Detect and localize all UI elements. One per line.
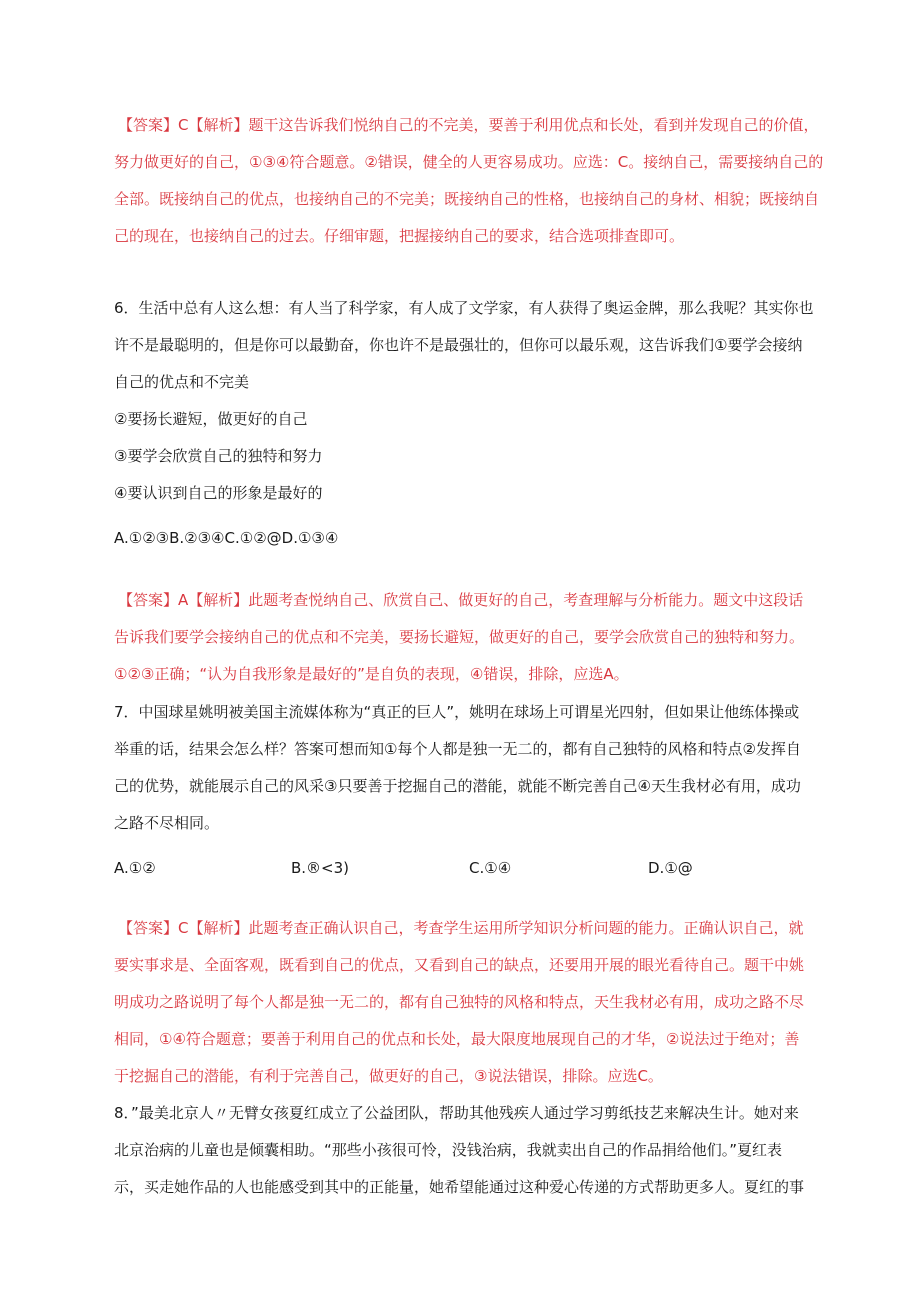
question-6-line: 自己的优点和不完美: [114, 373, 250, 391]
answer-5-line: 努力做更好的自己，①③④符合题意。②错误，健全的人更容易成功。应选：C。接纳自己，需要接纳自己的: [114, 153, 824, 171]
question-8-line: 示，买走她作品的人也能感受到其中的正能量，她希望能通过这种爱心传递的方式帮助更多人。夏红的事: [114, 1178, 805, 1196]
question-6-line: 许不是最聪明的，但是你可以最勤奋，你也许不是最强壮的，但你可以最乐观，这告诉我们①要学会接纳: [114, 336, 803, 354]
answer-6-line: 告诉我们要学会接纳自己的优点和不完美，要扬长避短，做更好的自己，要学会欣赏自己的独特和努力。: [114, 628, 805, 646]
answer-5-line: 己的现在，也接纳自己的过去。仔细审题，把握接纳自己的要求，结合选项排查即可。: [114, 227, 685, 245]
question-7-choice-c: C.①④: [469, 859, 512, 877]
answer-5-line: 【答案】C【解析】题干这告诉我们悦纳自己的不完美，要善于利用优点和长处，看到并发现自己的价值，: [118, 116, 819, 134]
answer-7-line: 于挖掘自己的潜能，有利于完善自己，做更好的自己，③说法错误，排除。应选C。: [114, 1067, 663, 1085]
answer-7-line: 相同，①④符合题意；要善于利用自己的优点和长处，最大限度地展现自己的才华，②说法过于绝对；善: [114, 1030, 800, 1048]
question-6-option-4: ④要认识到自己的形象是最好的: [114, 484, 323, 502]
question-6-line: 6．生活中总有人这么想：有人当了科学家，有人成了文学家，有人获得了奥运金牌，那么我呢？其实你也: [114, 299, 814, 317]
answer-7-line: 要实事求是、全面客观，既看到自己的优点，又看到自己的缺点，还要用开展的眼光看待自己。题干中姚: [114, 956, 805, 974]
answer-6-line: 【答案】A【解析】此题考查悦纳自己、欣赏自己、做更好的自己，考查理解与分析能力。题文中这段话: [118, 591, 804, 609]
question-7-line: 己的优势，就能展示自己的风采③只要善于挖掘自己的潜能，就能不断完善自己④天生我材必有用，成功: [114, 777, 801, 795]
question-7-choice-a: A.①②: [114, 859, 156, 877]
question-7-line: 7．中国球星姚明被美国主流媒体称为“真正的巨人”，姚明在球场上可谓星光四射，但如果让他练体操或: [114, 703, 800, 721]
question-6-option-3: ③要学会欣赏自己的独特和努力: [114, 447, 323, 465]
question-8-line: 北京治病的儿童也是倾囊相助。“那些小孩很可怜，没钱治病，我就卖出自己的作品捐给他们。”夏红表: [114, 1141, 783, 1159]
question-8-line: 8．”最美北京人〃无臂女孩夏红成立了公益团队，帮助其他残疾人通过学习剪纸技艺来解决生计。她对来: [114, 1104, 799, 1122]
answer-7-line: 【答案】C【解析】此题考查正确认识自己，考查学生运用所学知识分析问题的能力。正确认识自己，就: [118, 919, 804, 937]
answer-6-line: ①②③正确；“认为自我形象是最好的”是自负的表现，④错误，排除，应选A。: [114, 665, 629, 683]
question-6-choices: A.①②③B.②③④C.①②@D.①③④: [114, 529, 339, 547]
question-7-line: 举重的话，结果会怎么样？答案可想而知①每个人都是独一无二的，都有自己独特的风格和特点②发挥自: [114, 740, 801, 758]
question-7-choice-b: B.®<3): [291, 859, 350, 877]
question-7-line: 之路不尽相同。: [114, 814, 220, 832]
question-6-option-2: ②要扬长避短，做更好的自己: [114, 410, 308, 428]
answer-7-line: 明成功之路说明了每个人都是独一无二的，都有自己独特的风格和特点，天生我材必有用，成功之路不尽: [114, 993, 805, 1011]
question-7-choice-d: D.①@: [648, 859, 693, 877]
answer-5-line: 全部。既接纳自己的优点，也接纳自己的不完美；既接纳自己的性格，也接纳自己的身材、相貌；既接纳自: [114, 190, 820, 208]
